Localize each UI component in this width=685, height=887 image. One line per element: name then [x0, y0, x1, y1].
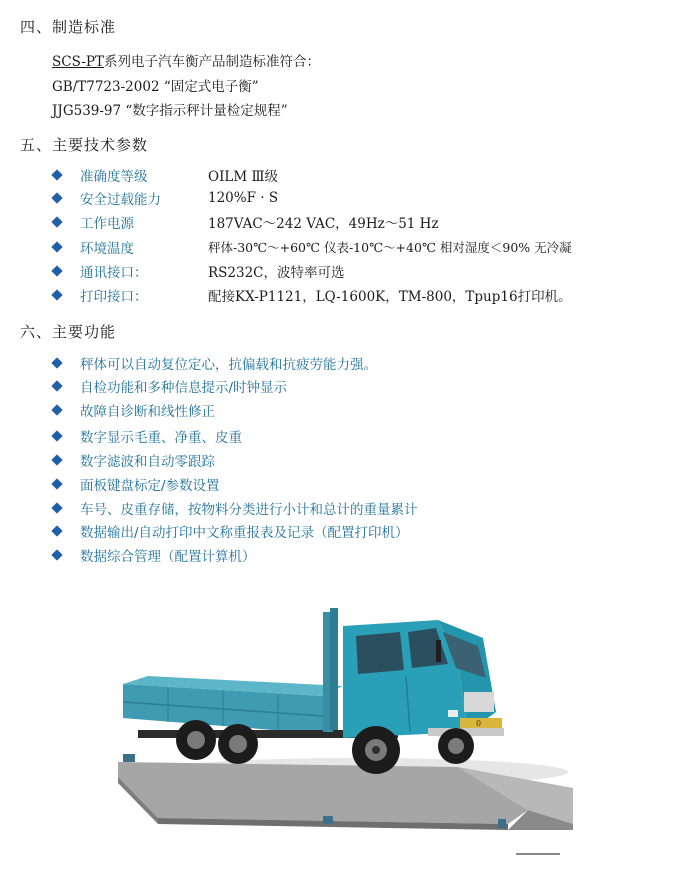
- function-item: [50, 400, 215, 420]
- function-text: 秤体可以自动复位定心，抗偏载和抗疲劳能力强。: [80, 357, 377, 373]
- diamond-bullet-icon: [51, 289, 62, 300]
- functions-heading: 六、主要功能: [20, 323, 117, 341]
- license-plate-text: 0: [476, 719, 482, 728]
- spec-row-temperature: [50, 237, 572, 257]
- function-text: 数据综合管理（配置计算机）: [80, 549, 256, 565]
- function-item: [50, 353, 377, 373]
- side-mirror: [436, 640, 441, 662]
- diamond-bullet-icon: [51, 404, 62, 415]
- front-wheel: [352, 726, 400, 774]
- spec-value: 秤体-30℃～+60℃ 仪表-10℃～+40℃ 相对湿度＜90% 无冷凝: [208, 240, 572, 255]
- standards-line-1-text: 系列电子汽车衡产品制造标准符合：: [103, 54, 320, 70]
- diamond-bullet-icon: [51, 241, 62, 252]
- diamond-bullet-icon: [51, 454, 62, 465]
- rail-cap: [123, 754, 135, 762]
- function-text: 数字显示毛重、净重、皮重: [80, 430, 242, 446]
- spec-label: 打印接口：: [80, 289, 148, 305]
- diamond-bullet-icon: [51, 192, 62, 203]
- standards-heading: 四、制造标准: [20, 18, 117, 36]
- spec-value: RS232C，波特率可选: [208, 265, 345, 281]
- spec-row-comm-port: [50, 261, 345, 281]
- spec-label: 环境温度: [80, 241, 134, 257]
- function-item: [50, 545, 256, 565]
- spec-label: 通讯接口：: [80, 265, 148, 281]
- spec-row-power: [50, 212, 439, 232]
- spec-label: 准确度等级: [80, 169, 148, 185]
- function-text: 面板键盘标定/参数设置: [80, 478, 220, 494]
- rail-cap: [498, 819, 506, 828]
- function-text: 数据输出/自动打印中文称重报表及记录（配置打印机）: [80, 525, 409, 541]
- spec-value: OILM Ⅲ级: [208, 169, 278, 185]
- spec-value: 120%F · S: [208, 190, 279, 206]
- diamond-bullet-icon: [51, 380, 62, 391]
- spec-value: 配接KX-P1121，LQ-1600K，TM-800，Tpup16打印机。: [208, 289, 572, 305]
- rear-wheel-2: [218, 724, 258, 764]
- function-text: 自检功能和多种信息提示/时钟显示: [80, 380, 288, 396]
- standards-line-2: GB/T7723-2002 “固定式电子衡”: [52, 79, 259, 95]
- diamond-bullet-icon: [51, 549, 62, 560]
- diamond-bullet-icon: [51, 169, 62, 180]
- function-text: 数字滤波和自动零跟踪: [80, 454, 215, 470]
- diamond-bullet-icon: [51, 525, 62, 536]
- rail-cap: [323, 816, 333, 824]
- function-text: 故障自诊断和线性修正: [80, 404, 215, 420]
- function-text: 车号、皮重存储，按物料分类进行小计和总计的重量累计: [80, 502, 418, 518]
- function-item: [50, 474, 220, 494]
- function-item: [50, 498, 418, 518]
- spec-value: 187VAC～242 VAC，49Hz～51 Hz: [208, 216, 439, 232]
- truck-on-weighbridge-photo: [118, 592, 576, 862]
- spec-row-print-port: [50, 285, 572, 305]
- spec-row-accuracy: [50, 165, 278, 185]
- rear-wheel: [176, 720, 216, 760]
- standards-line-1: [52, 50, 320, 70]
- function-item: [50, 426, 242, 446]
- diamond-bullet-icon: [51, 357, 62, 368]
- product-series-code: SCS-PT: [52, 54, 104, 70]
- spec-label: 安全过载能力: [80, 192, 161, 208]
- standards-line-3: JJG539-97 “数字指示秤计量检定规程”: [52, 103, 288, 119]
- spec-row-overload: [50, 188, 278, 208]
- specs-heading: 五、主要技术参数: [20, 136, 149, 154]
- grille: [464, 692, 494, 712]
- spec-label: 工作电源: [80, 216, 134, 232]
- diamond-bullet-icon: [51, 430, 62, 441]
- diamond-bullet-icon: [51, 265, 62, 276]
- function-item: [50, 521, 409, 541]
- front-wheel-2: [438, 728, 474, 764]
- function-item: [50, 450, 215, 470]
- diamond-bullet-icon: [51, 502, 62, 513]
- cab-side-window: [356, 632, 404, 674]
- diamond-bullet-icon: [51, 478, 62, 489]
- function-item: [50, 376, 287, 396]
- headlight: [448, 710, 458, 717]
- diamond-bullet-icon: [51, 216, 62, 227]
